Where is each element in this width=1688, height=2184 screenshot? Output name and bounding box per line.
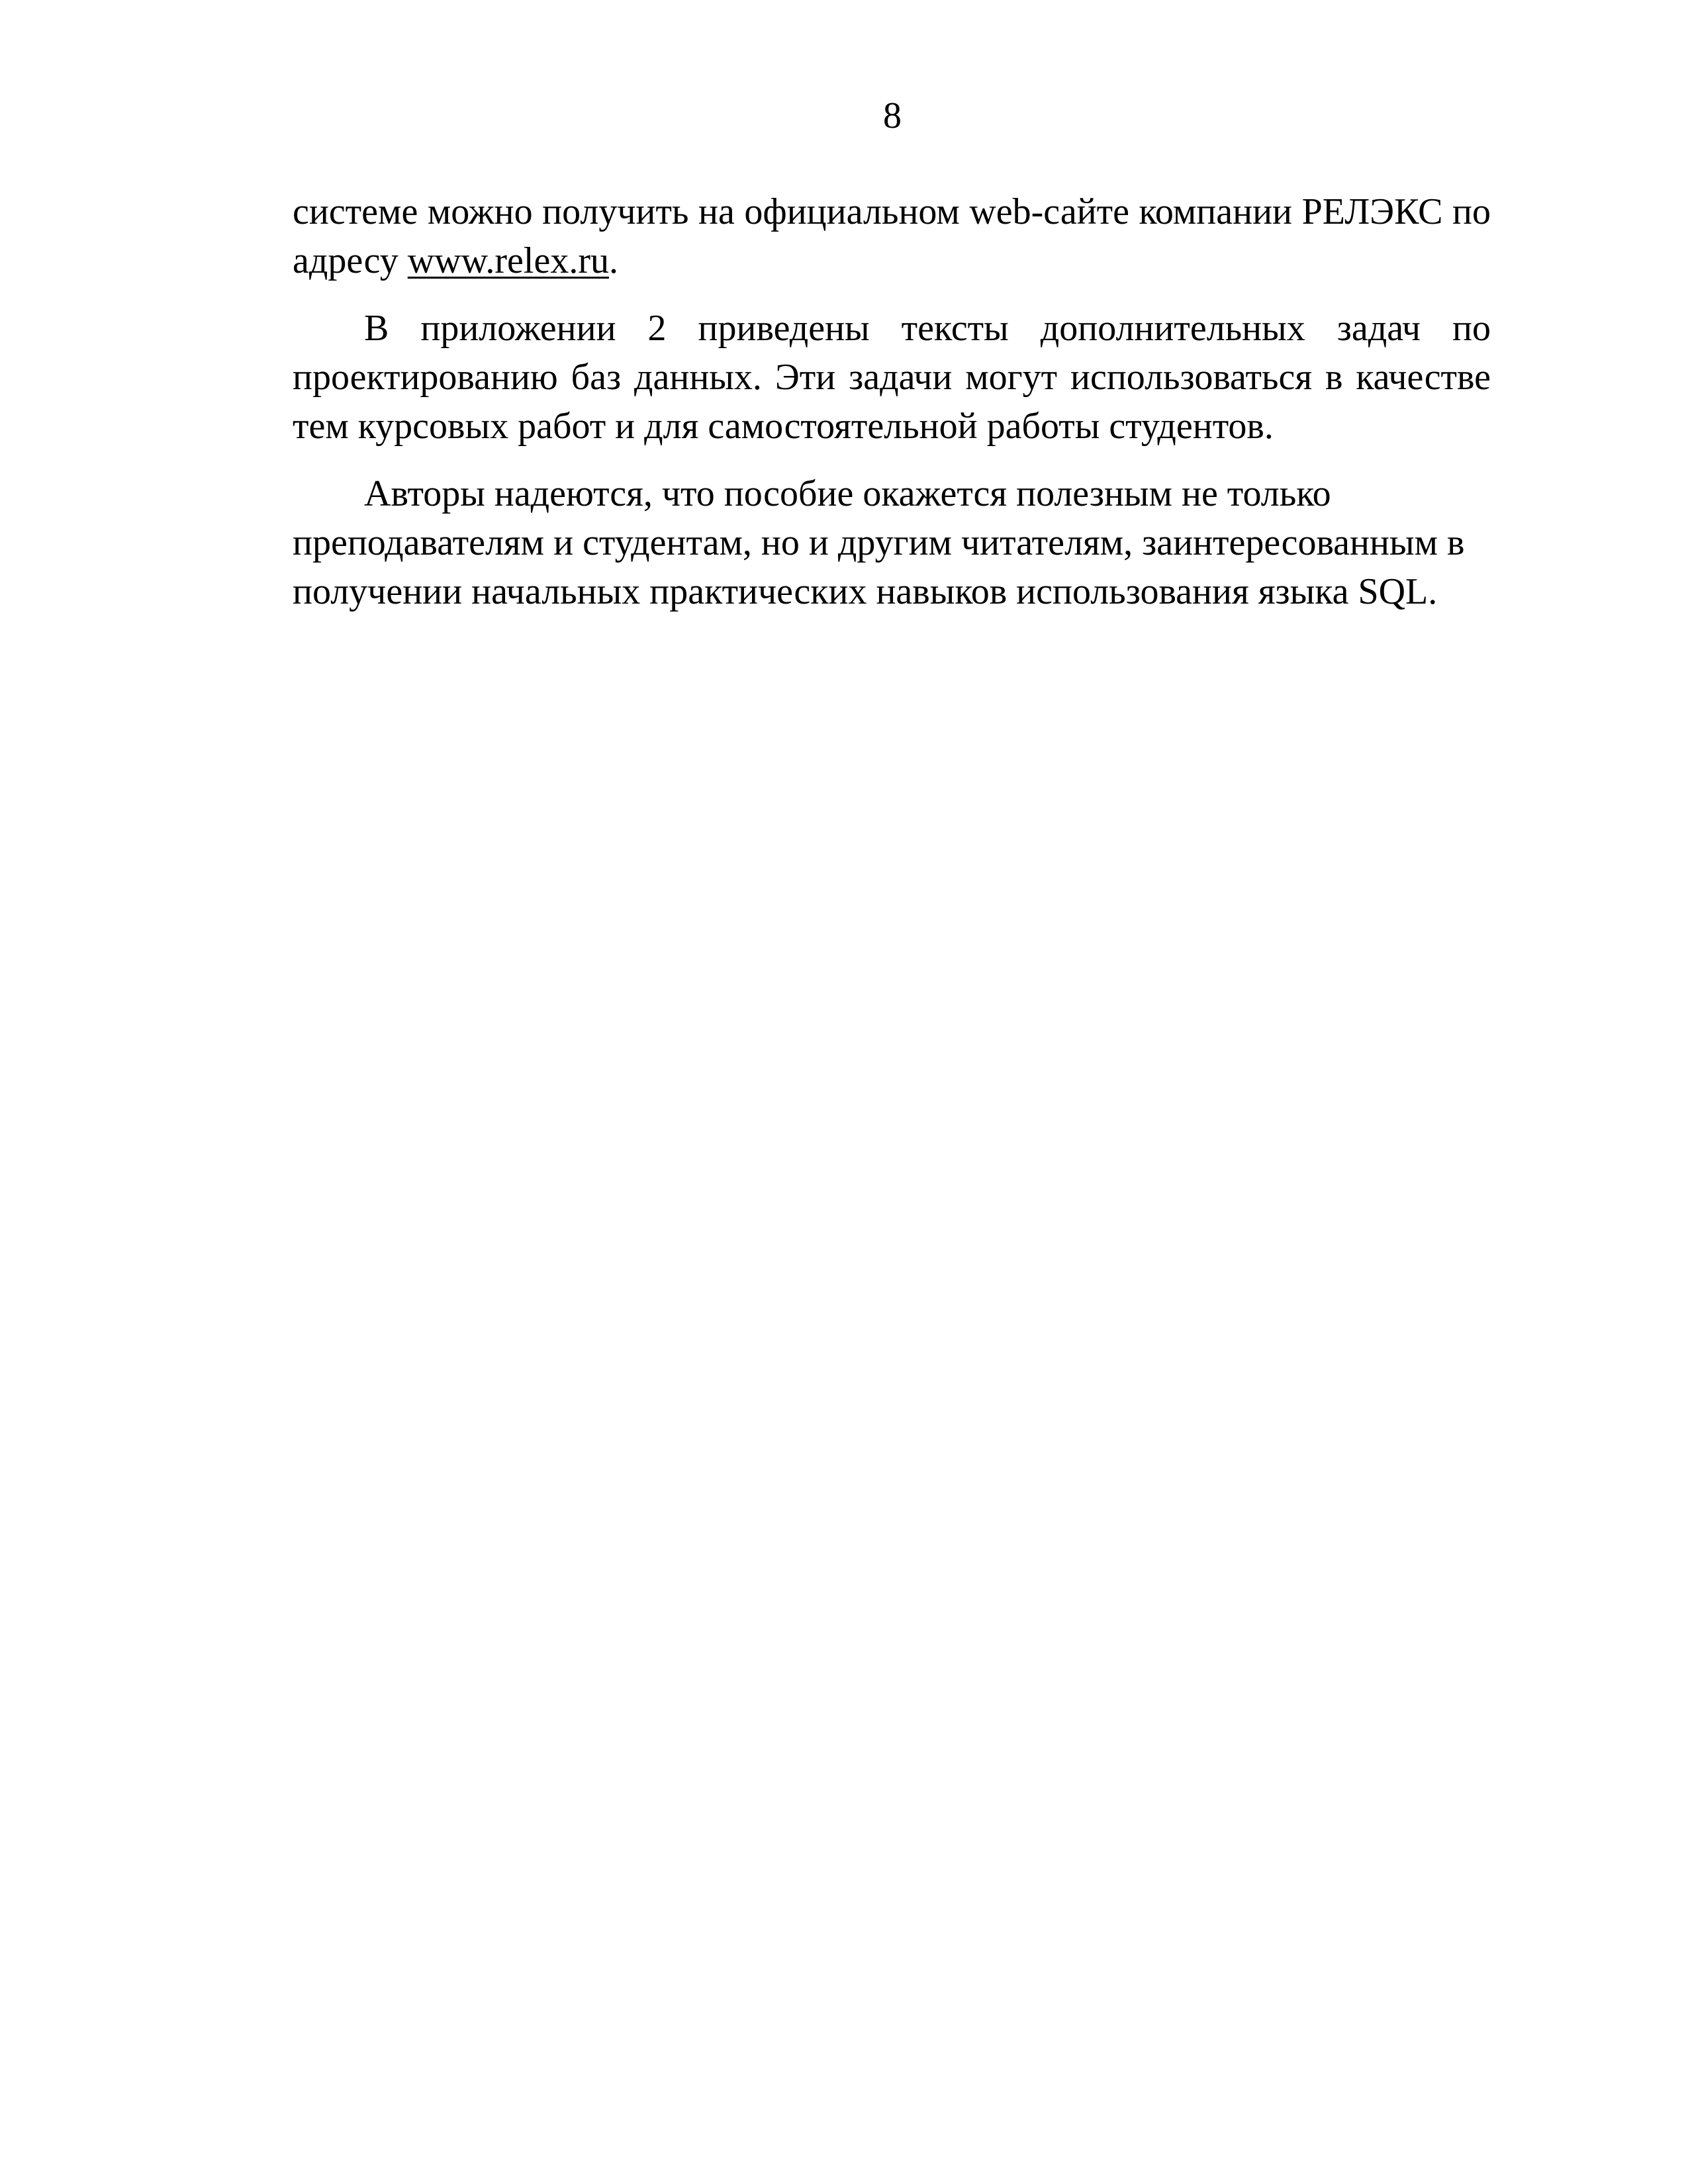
page-number: 8 xyxy=(883,95,902,136)
paragraph-text: системе можно получить на официальном web-сайте компании РЕЛЭКС по адресу xyxy=(293,191,1491,281)
paragraph-authors-hope: Авторы надеются, что пособие окажется полезным не только преподавателям и студентам, но и другим читателям, заинтересованным в получении начальных практических навыков использования языка SQL. xyxy=(293,473,1465,612)
relex-website-link[interactable]: www.relex.ru xyxy=(407,240,609,281)
paragraph-punctuation: . xyxy=(608,240,618,281)
body-text xyxy=(293,187,1491,635)
paragraph-continuation xyxy=(293,187,1491,285)
paragraph-appendix-tasks: В приложении 2 приведены тексты дополнительных задач по проектированию баз данных. Эти задачи могут использоваться в качестве тем курсовых работ и для самостоятельной работы студентов. xyxy=(293,308,1491,447)
